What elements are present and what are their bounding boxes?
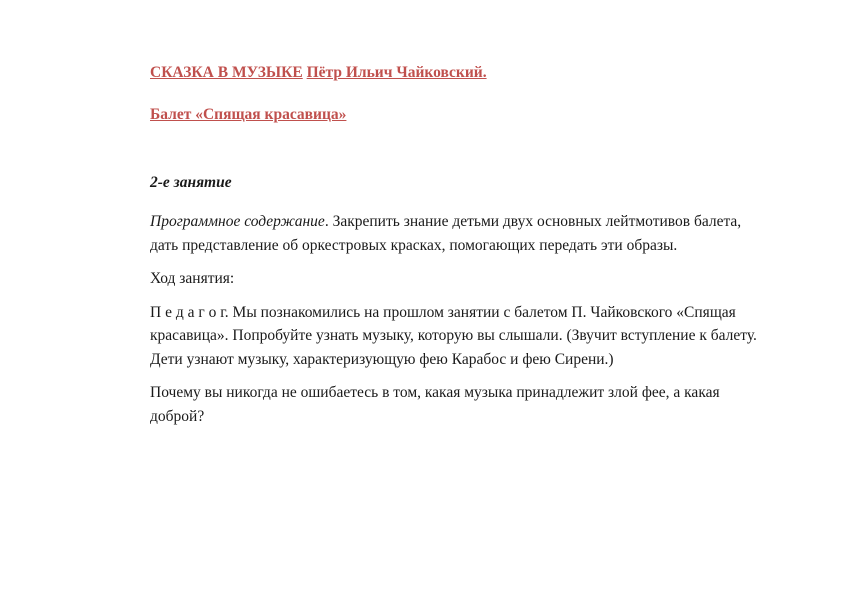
document-title [150, 62, 770, 84]
program-text: . Закрепить знание детьми двух основных лейтмотивов балета, дать представление об оркестровых красках, помогающих передать эти образы. [150, 213, 742, 254]
program-label: Программное содержание [150, 213, 325, 230]
document-content [150, 62, 770, 438]
program-paragraph [150, 210, 770, 257]
question-paragraph: Почему вы никогда не ошибаетесь в том, какая музыка принадлежит злой фее, а какая доброй? [150, 384, 720, 425]
subtitle-text: Балет «Спящая красавица» [150, 106, 347, 123]
title-part-1: СКАЗКА В МУЗЫКЕ [150, 64, 303, 81]
procedure-heading: Ход занятия: [150, 270, 235, 287]
document-subtitle [150, 104, 770, 126]
title-part-2: Пётр Ильич Чайковский. [306, 64, 487, 81]
lesson-heading: 2-е занятие [150, 174, 232, 191]
teacher-paragraph: П е д а г о г. Мы познакомились на прошлом занятии с балетом П. Чайковского «Спящая красавица». Попробуйте узнать музыку, которую вы слышали. (Звучит вступление к балету. Дети узнают музыку, характеризующую фею Карабос и фею Сирени.) [150, 303, 757, 368]
